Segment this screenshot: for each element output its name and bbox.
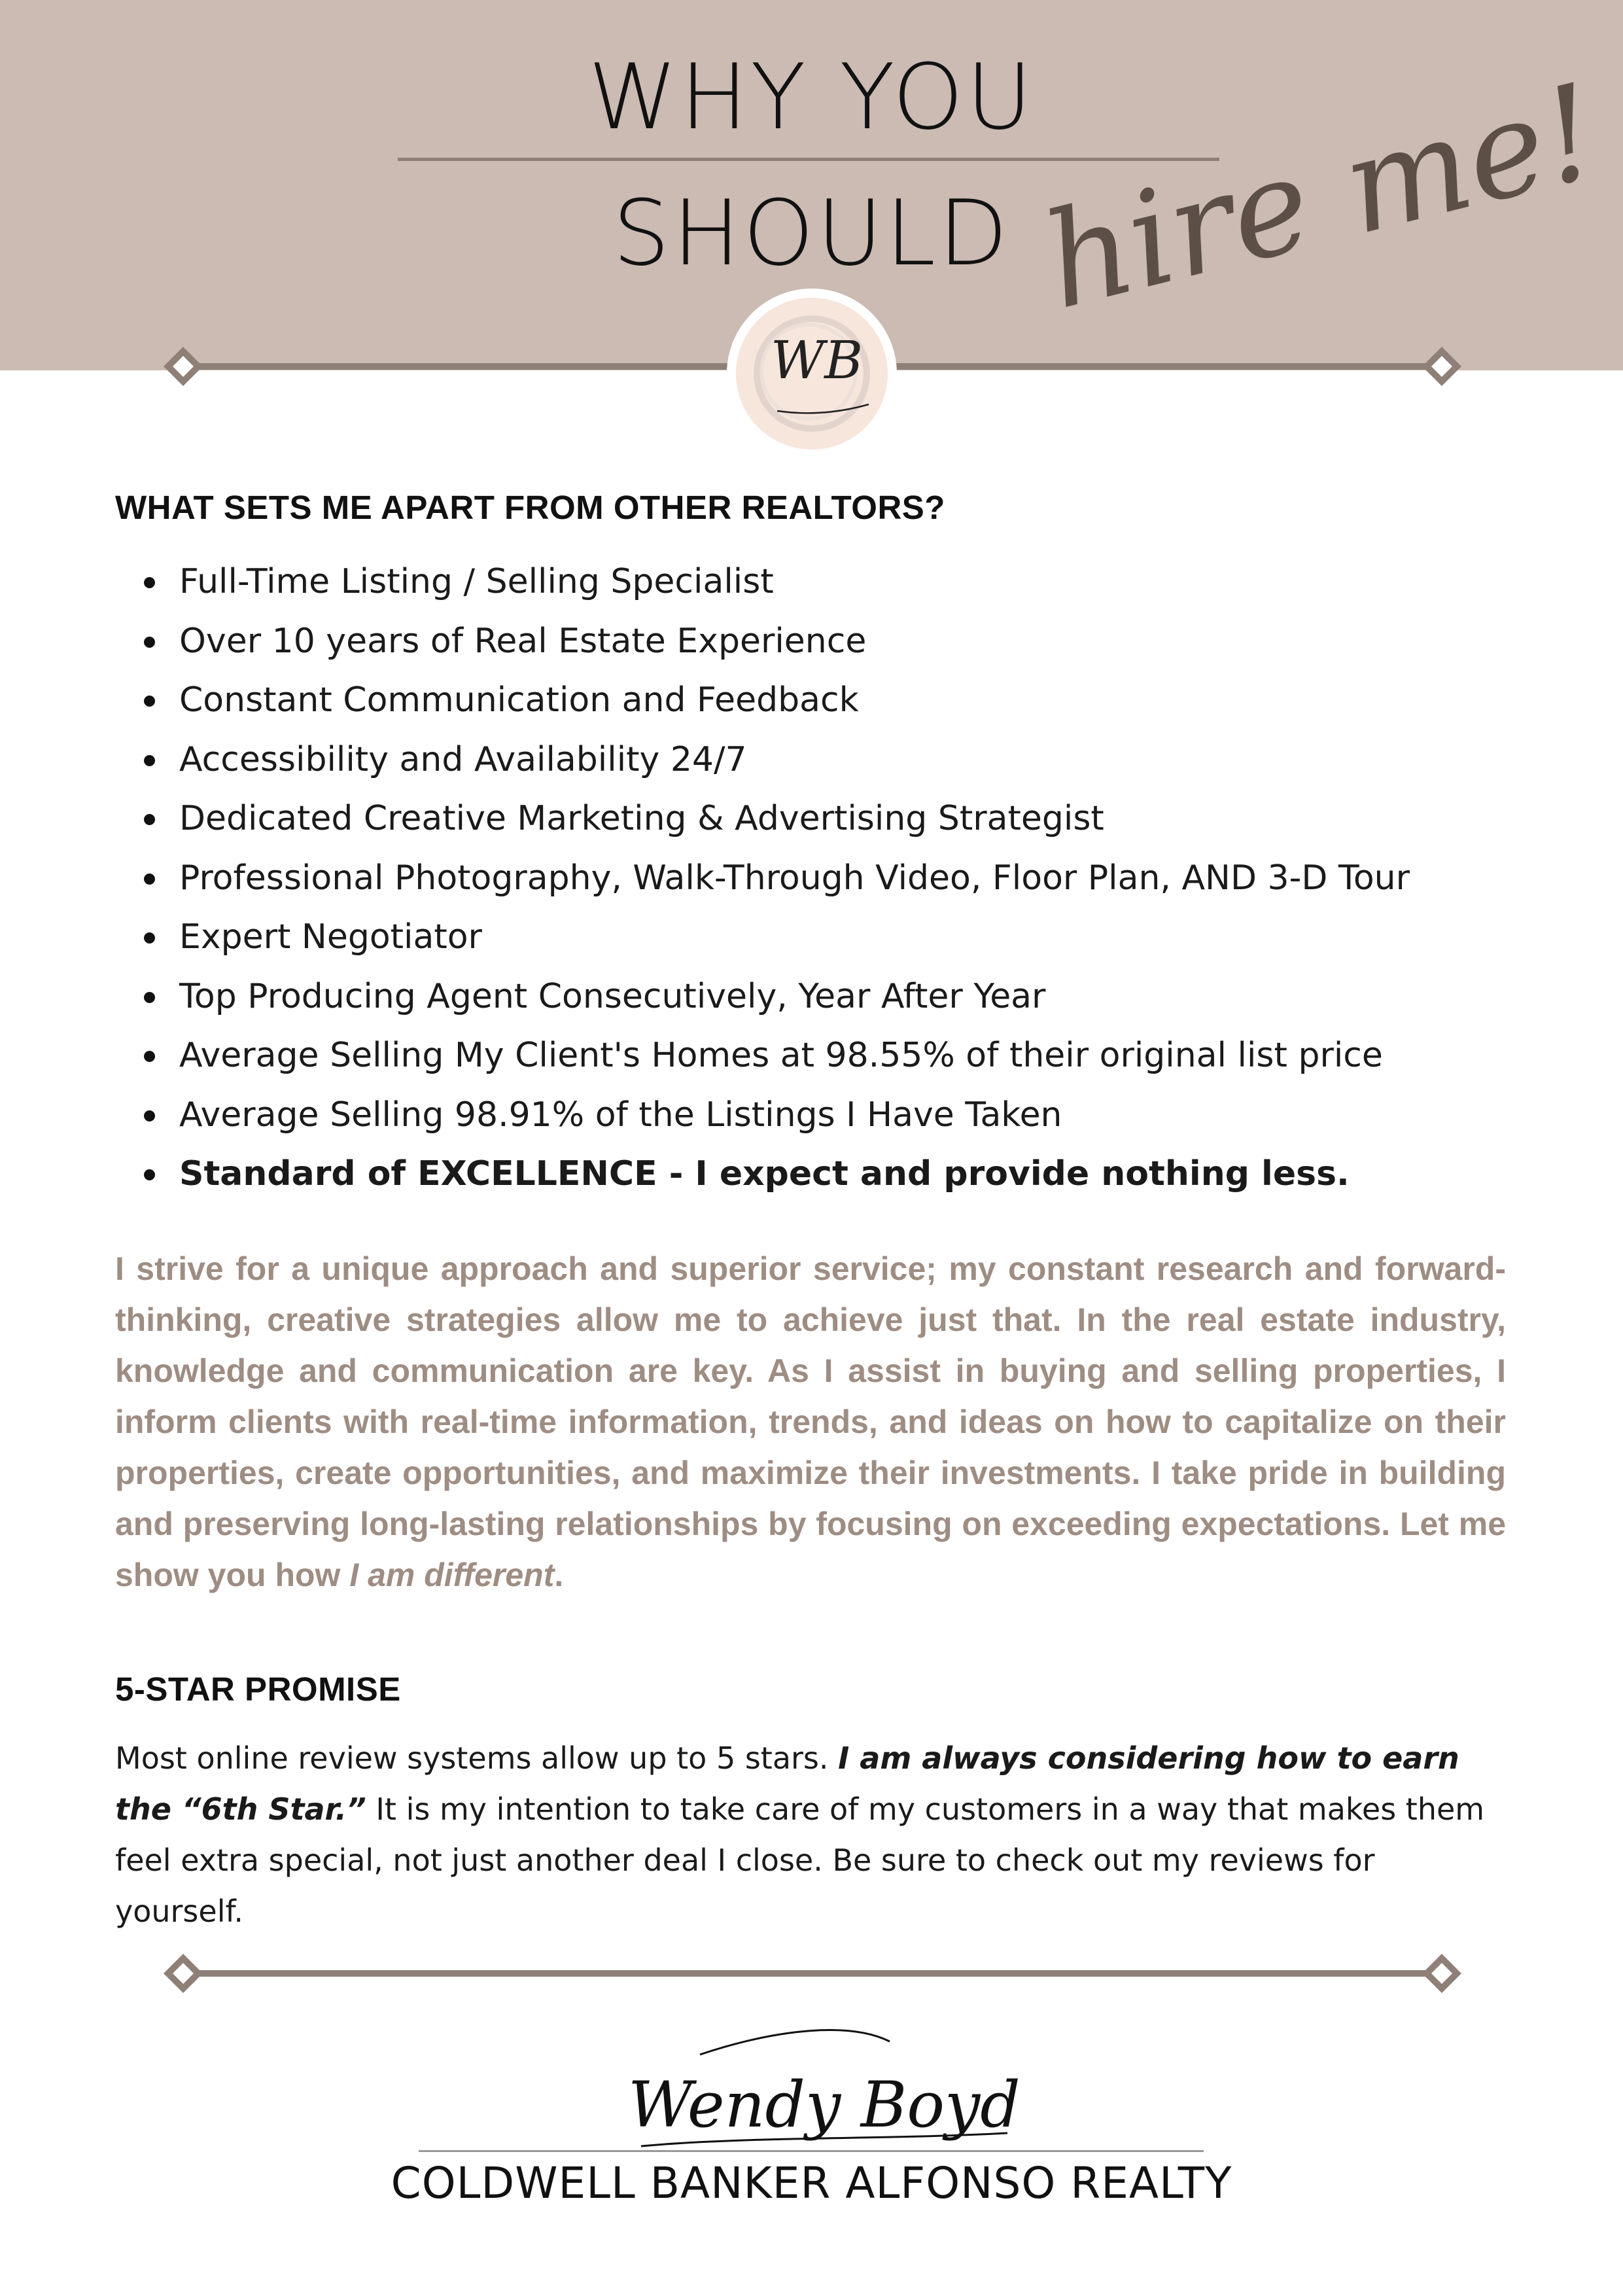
wb-monogram-logo <box>725 287 899 461</box>
bullet-icon <box>144 1051 155 1062</box>
promise-paragraph <box>115 1733 1506 1937</box>
list-item <box>140 851 1514 911</box>
mission-emphasis: I am different <box>349 1557 555 1593</box>
bullet-icon <box>144 696 155 707</box>
list-item-text: Average Selling My Client's Homes at 98.55% of their original list price <box>179 1036 1383 1075</box>
list-item-text: Top Producing Agent Consecutively, Year After Year <box>179 976 1046 1016</box>
list-item-text: Standard of EXCELLENCE - I expect and provide nothing less. <box>179 1154 1350 1193</box>
bullet-icon <box>144 932 155 944</box>
bullet-icon <box>144 1110 155 1122</box>
mission-text: I strive for a unique approach and superior service; my constant research and forward-thinking, creative strategies allow me to achieve just that. In the real estate industry, knowledge and communication are key. As I assist in buying and selling properties, I inform clients with real-time information, trends, and ideas on how to capitalize on their properties, create opportunities, and maximize their investments. I take pride in building and preserving long-lasting relationships by focusing on exceeding expectations. Let me show you how <box>115 1250 1506 1593</box>
promise-text-emphasis: I am always considering how to earn the “6th Star.” <box>115 1740 1459 1827</box>
list-item-text: Constant Communication and Feedback <box>179 680 859 720</box>
list-item-text: Accessibility and Availability 24/7 <box>179 739 747 779</box>
bullet-icon <box>144 755 155 766</box>
bullet-icon <box>144 577 155 588</box>
bullet-icon <box>144 874 155 885</box>
bullet-icon <box>144 992 155 1003</box>
list-item-text: Expert Negotiator <box>179 917 482 957</box>
promise-text-start: Most online review systems allow up to 5 stars. <box>115 1740 839 1776</box>
promise-text-end: It is my intention to take care of my customers in a way that makes them feel extra special, not just another deal I close. Be sure to check out my reviews for yourself. <box>115 1792 1485 1929</box>
company-name: COLDWELL BANKER ALFONSO REALTY <box>391 2158 1232 2208</box>
list-item-text: Average Selling 98.91% of the Listings I Have Taken <box>179 1095 1062 1135</box>
list-item <box>140 733 1514 792</box>
hire-me-script-text: hire me! <box>1030 55 1613 340</box>
page-title-line-2: SHOULD <box>612 181 1011 286</box>
list-item <box>140 970 1514 1029</box>
list-item <box>140 673 1514 733</box>
hire-me-script <box>1021 55 1613 345</box>
list-item <box>140 792 1514 851</box>
bottom-divider <box>157 1947 1468 2000</box>
signature <box>615 2015 1034 2172</box>
signature-text: Wendy Boyd <box>628 2068 1021 2142</box>
bullet-icon <box>144 637 155 648</box>
qualifications-list <box>140 555 1514 1207</box>
bullet-icon <box>144 814 155 825</box>
bullet-icon <box>144 1169 155 1180</box>
signature-rule <box>419 2150 1204 2152</box>
list-item-text: Full-Time Listing / Selling Specialist <box>179 562 774 601</box>
mission-paragraph <box>115 1243 1506 1600</box>
promise-section-heading: 5-STAR PROMISE <box>115 1670 401 1708</box>
list-item-emphasis <box>140 1147 1514 1207</box>
monogram-text: WB <box>771 330 864 391</box>
page-title-line-1: WHY YOU <box>588 44 1035 150</box>
list-item <box>140 555 1514 614</box>
list-item-text: Dedicated Creative Marketing & Advertising Strategist <box>179 799 1104 838</box>
list-item <box>140 910 1514 970</box>
list-item-text: Professional Photography, Walk-Through Video, Floor Plan, AND 3-D Tour <box>179 858 1410 898</box>
list-item <box>140 614 1514 674</box>
apart-section-heading: WHAT SETS ME APART FROM OTHER REALTORS? <box>115 489 945 526</box>
list-item <box>140 1088 1514 1148</box>
list-item-text: Over 10 years of Real Estate Experience <box>179 621 867 661</box>
mission-end: . <box>554 1557 564 1593</box>
list-item <box>140 1029 1514 1088</box>
